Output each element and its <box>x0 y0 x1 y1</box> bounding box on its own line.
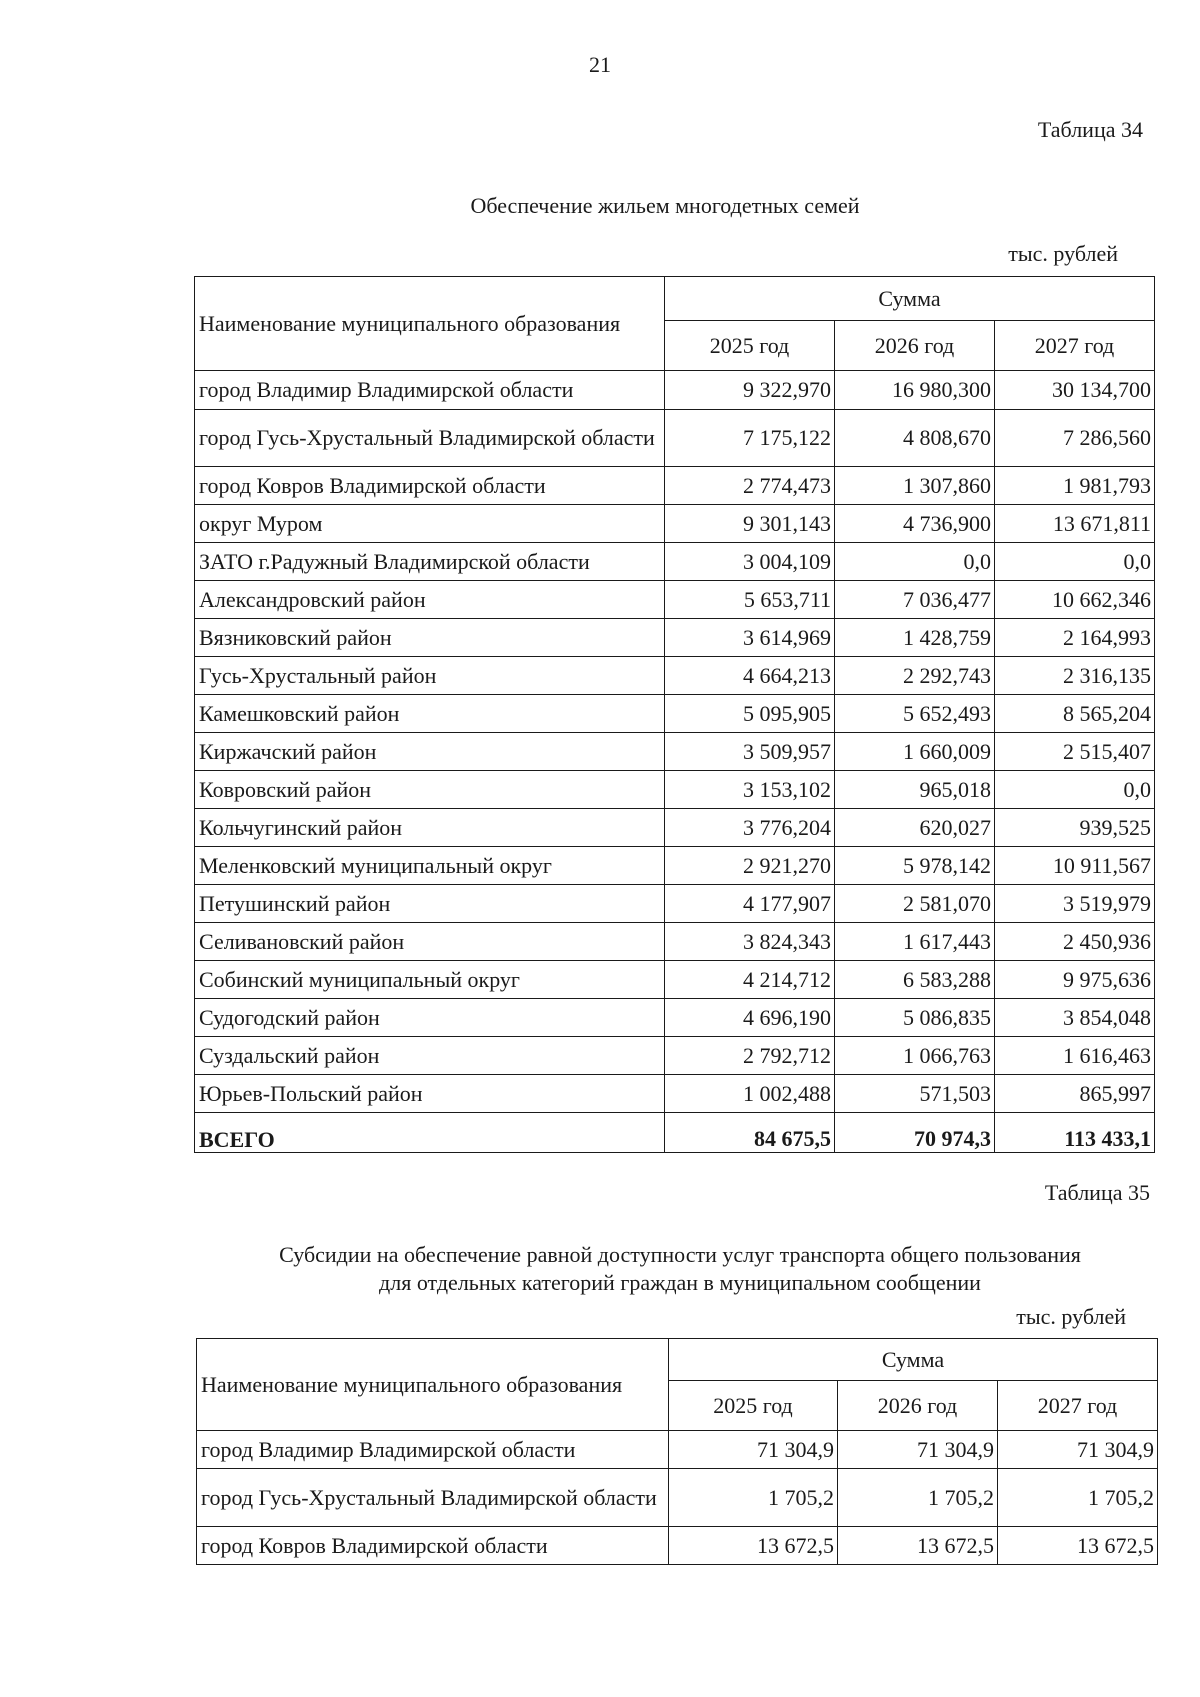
value-2025-cell: 1 705,2 <box>669 1469 838 1527</box>
value-2025-cell: 5 653,711 <box>665 581 835 619</box>
value-2026-cell: 5 652,493 <box>835 695 995 733</box>
value-2025-cell: 4 177,907 <box>665 885 835 923</box>
value-2025-cell: 4 664,213 <box>665 657 835 695</box>
value-2025-cell: 1 002,488 <box>665 1075 835 1113</box>
municipality-name-cell: город Ковров Владимирской области <box>197 1527 669 1565</box>
value-2026-cell: 1 428,759 <box>835 619 995 657</box>
value-2026-cell: 571,503 <box>835 1075 995 1113</box>
value-2026-cell: 1 307,860 <box>835 467 995 505</box>
municipality-name-cell: город Владимир Владимирской области <box>197 1431 669 1469</box>
table34-header-year-2027: 2027 год <box>995 321 1155 371</box>
table34-header-sum: Сумма <box>665 277 1155 321</box>
municipality-name-cell: Юрьев-Польский район <box>195 1075 665 1113</box>
value-2027-cell: 13 671,811 <box>995 505 1155 543</box>
total-2026-cell: 70 974,3 <box>835 1113 995 1153</box>
municipality-name-cell: город Ковров Владимирской области <box>195 467 665 505</box>
value-2025-cell: 13 672,5 <box>669 1527 838 1565</box>
value-2026-cell: 5 978,142 <box>835 847 995 885</box>
table-row <box>195 619 1155 657</box>
table-row <box>195 543 1155 581</box>
value-2027-cell: 939,525 <box>995 809 1155 847</box>
table-row <box>195 999 1155 1037</box>
table-row <box>197 1431 1158 1469</box>
value-2027-cell: 2 515,407 <box>995 733 1155 771</box>
value-2026-cell: 7 036,477 <box>835 581 995 619</box>
table-row <box>195 410 1155 467</box>
value-2026-cell: 5 086,835 <box>835 999 995 1037</box>
value-2025-cell: 2 921,270 <box>665 847 835 885</box>
municipality-name-cell: город Гусь-Хрустальный Владимирской области <box>195 410 665 467</box>
value-2027-cell: 3 854,048 <box>995 999 1155 1037</box>
value-2026-cell: 2 292,743 <box>835 657 995 695</box>
total-2025-cell: 84 675,5 <box>665 1113 835 1153</box>
value-2025-cell: 3 153,102 <box>665 771 835 809</box>
table34-header-year-2026: 2026 год <box>835 321 995 371</box>
value-2027-cell: 1 981,793 <box>995 467 1155 505</box>
municipality-name-cell: Судогодский район <box>195 999 665 1037</box>
value-2027-cell: 1 616,463 <box>995 1037 1155 1075</box>
value-2027-cell: 865,997 <box>995 1075 1155 1113</box>
table35-units: тыс. рублей <box>1016 1304 1126 1329</box>
table-row <box>195 923 1155 961</box>
table35 <box>196 1338 1158 1565</box>
value-2027-cell: 10 662,346 <box>995 581 1155 619</box>
value-2025-cell: 3 824,343 <box>665 923 835 961</box>
table34-units: тыс. рублей <box>1008 241 1118 266</box>
municipality-name-cell: ЗАТО г.Радужный Владимирской области <box>195 543 665 581</box>
table-row <box>195 581 1155 619</box>
value-2026-cell: 965,018 <box>835 771 995 809</box>
municipality-name-cell: Суздальский район <box>195 1037 665 1075</box>
value-2026-cell: 1 660,009 <box>835 733 995 771</box>
table35-header-year-2026: 2026 год <box>838 1381 998 1431</box>
value-2026-cell: 1 617,443 <box>835 923 995 961</box>
value-2025-cell: 3 509,957 <box>665 733 835 771</box>
municipality-name-cell: округ Муром <box>195 505 665 543</box>
municipality-name-cell: Собинский муниципальный округ <box>195 961 665 999</box>
value-2027-cell: 1 705,2 <box>998 1469 1158 1527</box>
municipality-name-cell: Гусь-Хрустальный район <box>195 657 665 695</box>
table34-header-year-2025: 2025 год <box>665 321 835 371</box>
value-2027-cell: 8 565,204 <box>995 695 1155 733</box>
municipality-name-cell: Петушинский район <box>195 885 665 923</box>
value-2025-cell: 2 774,473 <box>665 467 835 505</box>
value-2025-cell: 9 322,970 <box>665 371 835 410</box>
value-2025-cell: 9 301,143 <box>665 505 835 543</box>
table35-title-line1: Субсидии на обеспечение равной доступности услуг транспорта общего пользования <box>279 1242 1081 1267</box>
value-2026-cell: 4 736,900 <box>835 505 995 543</box>
value-2027-cell: 2 316,135 <box>995 657 1155 695</box>
municipality-name-cell: Селивановский район <box>195 923 665 961</box>
municipality-name-cell: Александровский район <box>195 581 665 619</box>
table-row <box>195 809 1155 847</box>
table-row <box>197 1527 1158 1565</box>
value-2026-cell: 0,0 <box>835 543 995 581</box>
value-2025-cell: 3 614,969 <box>665 619 835 657</box>
value-2027-cell: 13 672,5 <box>998 1527 1158 1565</box>
table-row <box>195 467 1155 505</box>
table-row <box>195 657 1155 695</box>
table-row <box>195 961 1155 999</box>
municipality-name-cell: Ковровский район <box>195 771 665 809</box>
table34-header-name: Наименование муниципального образования <box>195 277 665 371</box>
value-2025-cell: 7 175,122 <box>665 410 835 467</box>
value-2027-cell: 0,0 <box>995 771 1155 809</box>
value-2026-cell: 13 672,5 <box>838 1527 998 1565</box>
total-label-cell: ВСЕГО <box>195 1113 665 1153</box>
value-2026-cell: 6 583,288 <box>835 961 995 999</box>
municipality-name-cell: Камешковский район <box>195 695 665 733</box>
table-row <box>195 885 1155 923</box>
total-2027-cell: 113 433,1 <box>995 1113 1155 1153</box>
table34-label: Таблица 34 <box>1037 117 1143 142</box>
value-2025-cell: 4 214,712 <box>665 961 835 999</box>
value-2027-cell: 0,0 <box>995 543 1155 581</box>
table-row <box>195 733 1155 771</box>
value-2026-cell: 2 581,070 <box>835 885 995 923</box>
table35-label: Таблица 35 <box>1044 1180 1150 1205</box>
value-2025-cell: 3 776,204 <box>665 809 835 847</box>
value-2025-cell: 71 304,9 <box>669 1431 838 1469</box>
municipality-name-cell: Киржачский район <box>195 733 665 771</box>
table-row <box>195 695 1155 733</box>
municipality-name-cell: город Владимир Владимирской области <box>195 371 665 410</box>
value-2027-cell: 10 911,567 <box>995 847 1155 885</box>
value-2026-cell: 4 808,670 <box>835 410 995 467</box>
table34 <box>194 276 1155 1153</box>
table-row <box>195 771 1155 809</box>
value-2025-cell: 5 095,905 <box>665 695 835 733</box>
value-2026-cell: 16 980,300 <box>835 371 995 410</box>
value-2027-cell: 7 286,560 <box>995 410 1155 467</box>
value-2025-cell: 3 004,109 <box>665 543 835 581</box>
table35-header-year-2027: 2027 год <box>998 1381 1158 1431</box>
value-2027-cell: 2 450,936 <box>995 923 1155 961</box>
table34-title: Обеспечение жильем многодетных семей <box>470 193 860 218</box>
value-2026-cell: 1 066,763 <box>835 1037 995 1075</box>
table-row <box>195 1075 1155 1113</box>
table-row <box>195 505 1155 543</box>
value-2025-cell: 4 696,190 <box>665 999 835 1037</box>
value-2026-cell: 1 705,2 <box>838 1469 998 1527</box>
table-row <box>195 1037 1155 1075</box>
value-2027-cell: 9 975,636 <box>995 961 1155 999</box>
page-number: 21 <box>589 52 611 77</box>
table35-header-sum: Сумма <box>669 1339 1158 1381</box>
municipality-name-cell: Вязниковский район <box>195 619 665 657</box>
value-2027-cell: 3 519,979 <box>995 885 1155 923</box>
value-2026-cell: 71 304,9 <box>838 1431 998 1469</box>
table-row <box>197 1469 1158 1527</box>
value-2026-cell: 620,027 <box>835 809 995 847</box>
table35-header-year-2025: 2025 год <box>669 1381 838 1431</box>
value-2027-cell: 30 134,700 <box>995 371 1155 410</box>
table-row <box>195 371 1155 410</box>
municipality-name-cell: Меленковский муниципальный округ <box>195 847 665 885</box>
table35-header-name: Наименование муниципального образования <box>197 1339 669 1431</box>
table35-title-line2: для отдельных категорий граждан в муниципальном сообщении <box>379 1270 981 1295</box>
value-2027-cell: 2 164,993 <box>995 619 1155 657</box>
municipality-name-cell: Кольчугинский район <box>195 809 665 847</box>
value-2025-cell: 2 792,712 <box>665 1037 835 1075</box>
total-row <box>195 1113 1155 1153</box>
municipality-name-cell: город Гусь-Хрустальный Владимирской области <box>197 1469 669 1527</box>
table-row <box>195 847 1155 885</box>
value-2027-cell: 71 304,9 <box>998 1431 1158 1469</box>
